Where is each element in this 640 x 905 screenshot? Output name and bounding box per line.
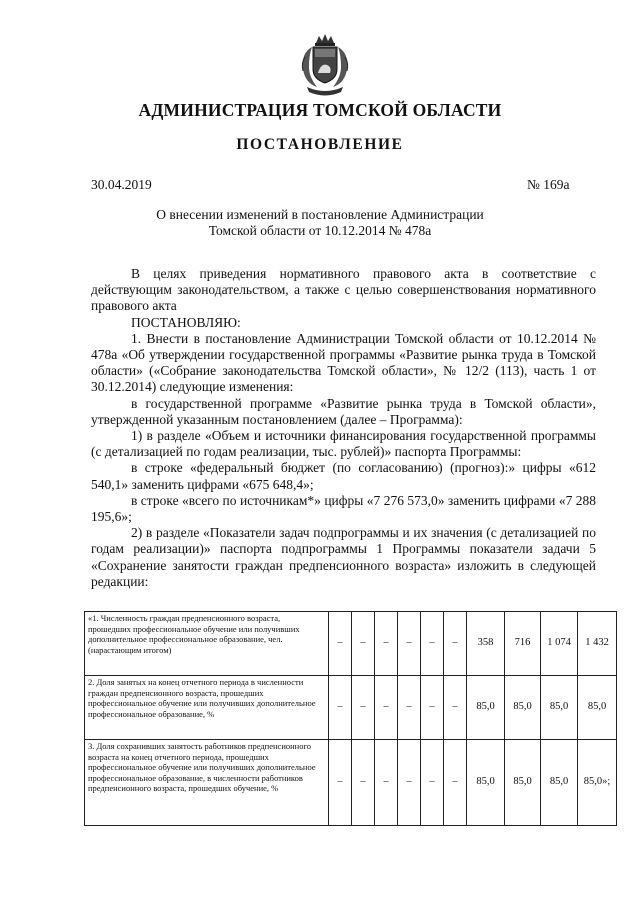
table-cell: – [329,612,352,676]
table-cell: 85,0 [467,676,505,740]
table-cell: 358 [467,612,505,676]
table-row [85,612,617,676]
table-cell: – [421,676,444,740]
body-paragraph: 1. Внести в постановление Администрации Томской области от 10.12.2014 № 478а «Об утверждении государственной программы «Развитие рынка труда в Томской области» («Собрание законодательства Томской области», № 12/2 (113), часть 1 от 30.12.2014) следующие изменения: [91,330,596,395]
indicators-table [84,611,617,826]
table-cell: 85,0 [505,740,541,826]
body-paragraph: 1) в разделе «Объем и источники финансирования государственной программы (с детализацией по годам реализации, тыс. рублей)» паспорта Программы: [91,428,596,460]
table-cell: 85,0 [541,676,578,740]
table-cell: 1 074 [541,612,578,676]
organization-title: АДМИНИСТРАЦИЯ ТОМСКОЙ ОБЛАСТИ [138,100,502,120]
table-cell: – [444,676,467,740]
table-row [85,676,617,740]
document-date: 30.04.2019 [91,177,152,192]
document-type: ПОСТАНОВЛЕНИЕ [236,136,404,153]
document-subject [0,207,640,239]
body-paragraph: в строке «федеральный бюджет (по согласованию) (прогноз):» цифры «612 540,1» заменить цифрами «675 648,4»; [91,460,596,492]
body-paragraph: ПОСТАНОВЛЯЮ: [131,314,241,330]
body-paragraph: 2) в разделе «Показатели задач подпрограммы и их значения (с детализацией по годам реализации)» паспорта подпрограммы 1 Программы показатели задачи 5 «Сохранение занятости граждан предпенсионного возраста» изложить в следующей редакции: [91,525,596,589]
document-body [91,266,596,590]
table-cell: – [375,740,398,826]
table-cell: 85,0 [578,676,617,740]
table-cell: 85,0 [541,740,578,826]
subject-line: О внесении изменений в постановление Администрации [156,207,484,222]
table-cell: – [352,612,375,676]
table-cell: 85,0»; [578,740,617,826]
table-row [85,740,617,826]
body-paragraph: В целях приведения нормативного правового акта в соответствие с действующим законодательством, а также с целью совершенствования нормативного правового акта [91,266,596,314]
table-cell: – [444,612,467,676]
table-cell: – [375,612,398,676]
table-cell: – [352,676,375,740]
table-cell: – [352,740,375,826]
table-cell: – [329,740,352,826]
table-cell: 85,0 [467,740,505,826]
table-cell: – [421,740,444,826]
coat-of-arms-icon [297,33,353,97]
table-cell: – [444,740,467,826]
body-paragraph: в государственной программе «Развитие рынка труда в Томской области», утвержденной указанным постановлением (далее – Программа): [91,395,596,427]
document-number: № 169а [527,177,570,192]
table-cell: – [398,740,421,826]
table-cell: – [329,676,352,740]
table-cell: – [375,676,398,740]
indicator-label: 2. Доля занятых на конец отчетного периода в численности граждан предпенсионного возраста, прошедших профессиональное обучение или получивших дополнительное профессиональное образование, % [85,676,329,740]
table-cell: 1 432 [578,612,617,676]
table-cell: – [421,612,444,676]
table-cell: 85,0 [505,676,541,740]
subject-line: Томской области от 10.12.2014 № 478а [208,223,432,238]
indicator-label: 3. Доля сохранивших занятость работников предпенсионного возраста на конец отчетного периода, прошедших профессиональное обучение или получивших дополнительное профессиональное образование, в численности работников предпенсионного возраста, прошедших обучение, % [85,740,329,826]
table-cell: 716 [505,612,541,676]
body-paragraph: в строке «всего по источникам*» цифры «7 276 573,0» заменить цифрами «7 288 195,6»; [91,492,596,525]
table-cell: – [398,612,421,676]
indicator-label: «1. Численность граждан предпенсионного возраста, прошедших профессиональное обучение или получивших дополнительное профессиональное образование, чел. (нарастающим итогом) [85,612,329,676]
table-cell: – [398,676,421,740]
